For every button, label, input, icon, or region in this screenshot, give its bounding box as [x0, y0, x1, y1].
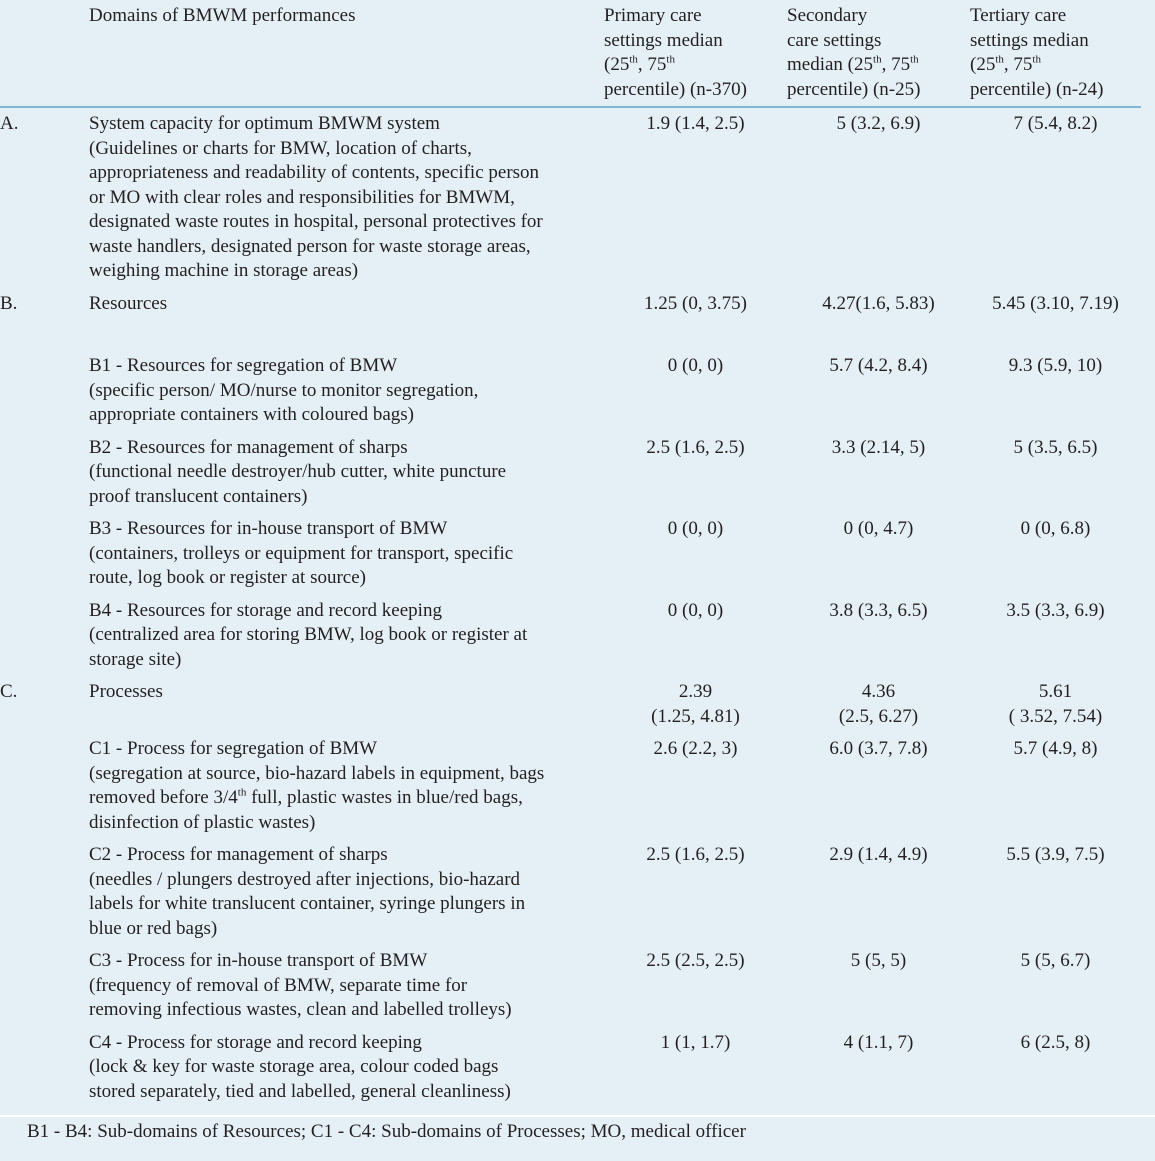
domain-line: designated waste routes in hospital, personal protectives for: [89, 211, 543, 232]
header-secondary: [787, 0, 970, 107]
table-row-b1: [0, 350, 1141, 432]
header-secondary-sup1: th: [873, 53, 882, 66]
domain-line: C4 - Process for storage and record keeping: [89, 1031, 422, 1053]
domain-text: removed before 3/4: [89, 787, 238, 808]
tertiary-value: 5 (3.5, 6.5): [1013, 436, 1098, 458]
row-letter: [0, 945, 89, 1027]
domain-line: B1 - Resources for segregation of BMW: [89, 355, 398, 376]
table-header-row: [0, 0, 1141, 107]
secondary-value: 4 (1.1, 7): [843, 1031, 914, 1053]
tertiary-value: 6 (2.5, 8): [1020, 1031, 1091, 1053]
row-spacer: [0, 320, 1141, 350]
header-tertiary-line3a: (25: [970, 54, 996, 75]
row-domain: [89, 676, 604, 733]
domain-line: C2 - Process for management of sharps: [89, 844, 388, 865]
header-primary-line1: Primary care: [604, 5, 702, 26]
primary-range: (1.25, 4.81): [651, 705, 740, 727]
row-letter: [0, 1027, 89, 1109]
domain-line: Resources: [89, 292, 168, 314]
table-row-c2: [0, 839, 1141, 945]
domain-line: proof translucent containers): [89, 485, 308, 507]
domain-line: appropriate containers with coloured bags): [89, 404, 414, 425]
table-footnote: B1 - B4: Sub-domains of Resources; C1 - C4: Sub-domains of Processes; MO, medical officer: [0, 1115, 1155, 1161]
row-letter: C.: [0, 681, 18, 702]
domain-line: (containers, trolleys or equipment for transport, specific: [89, 542, 514, 564]
header-secondary-line3c: , 75: [881, 54, 911, 75]
domain-line: waste handlers, designated person for waste storage areas,: [89, 235, 531, 257]
row-letter: [0, 350, 89, 432]
primary-value: 2.5 (1.6, 2.5): [646, 844, 745, 865]
tertiary-value: 5.7 (4.9, 8): [1013, 738, 1098, 759]
domain-line: labels for white translucent container, syringe plungers in: [89, 893, 526, 914]
domain-line: (needles / plungers destroyed after injections, bio-hazard: [89, 868, 521, 890]
header-tertiary-line3c: , 75: [1003, 54, 1033, 75]
header-tertiary-line2: settings median: [970, 29, 1089, 51]
domain-sup: th: [237, 786, 247, 799]
primary-value: 0 (0, 0): [667, 599, 724, 621]
secondary-value: 3.3 (2.14, 5): [831, 436, 926, 458]
table-row-a: [0, 107, 1141, 288]
header-primary-line2: settings median: [604, 29, 723, 51]
tertiary-value: 7 (5.4, 8.2): [1013, 113, 1098, 134]
header-primary-line3c: , 75: [637, 54, 667, 75]
primary-value: [604, 676, 787, 733]
primary-value: 1 (1, 1.7): [660, 1031, 731, 1053]
domain-text: full, plastic wastes in blue/red bags,: [246, 787, 523, 808]
tertiary-value: [970, 676, 1141, 733]
row-domain: [89, 839, 604, 945]
primary-value: 0 (0, 0): [667, 518, 724, 539]
row-letter: [0, 733, 89, 839]
domain-line: B2 - Resources for management of sharps: [89, 436, 408, 458]
tertiary-value: 3.5 (3.3, 6.9): [1006, 599, 1105, 621]
header-tertiary-sup1: th: [995, 53, 1004, 66]
primary-value: 1.9 (1.4, 2.5): [646, 113, 745, 134]
row-letter: B.: [0, 292, 18, 314]
domain-line: disinfection of plastic wastes): [89, 811, 316, 833]
row-domain: [89, 288, 604, 321]
header-domains: Domains of BMWM performances: [89, 0, 604, 107]
domain-line: (segregation at source, bio-hazard labels in equipment, bags: [89, 762, 545, 784]
row-domain: [89, 733, 604, 839]
row-domain: [89, 513, 604, 595]
tertiary-value: 5 (5, 6.7): [1020, 950, 1091, 971]
primary-value: 2.5 (2.5, 2.5): [646, 950, 745, 971]
secondary-value: 2.9 (1.4, 4.9): [829, 844, 928, 865]
domain-line: (specific person/ MO/nurse to monitor segregation,: [89, 379, 479, 401]
primary-value: 2.6 (2.2, 3): [653, 738, 738, 759]
row-letter: [0, 839, 89, 945]
secondary-value: [787, 676, 970, 733]
table-row-b4: [0, 595, 1141, 677]
secondary-range: (2.5, 6.27): [838, 705, 919, 727]
row-letter: [0, 513, 89, 595]
tertiary-value: 9.3 (5.9, 10): [1008, 355, 1103, 376]
domain-line: (lock & key for waste storage area, colour coded bags: [89, 1056, 499, 1077]
table-row-c1: [0, 733, 1141, 839]
header-secondary-line3a: median (25: [787, 54, 874, 75]
secondary-value: 4.27(1.6, 5.83): [822, 292, 935, 314]
domain-line: (centralized area for storing BMW, log book or register at: [89, 624, 528, 645]
secondary-value: 5.7 (4.2, 8.4): [829, 355, 928, 376]
domain-line: [89, 786, 604, 811]
row-letter: [0, 432, 89, 514]
header-tertiary: [970, 0, 1141, 107]
domain-line: route, log book or register at source): [89, 567, 366, 588]
secondary-value: 0 (0, 4.7): [843, 518, 914, 539]
domain-line: (frequency of removal of BMW, separate time for: [89, 974, 468, 996]
domain-line: System capacity for optimum BMWM system: [89, 113, 440, 134]
secondary-value: 6.0 (3.7, 7.8): [829, 738, 928, 759]
row-domain: [89, 595, 604, 677]
secondary-value: 5 (5, 5): [850, 950, 907, 971]
table-row-b: [0, 288, 1141, 321]
domain-line: blue or red bags): [89, 917, 218, 939]
domain-line: removing infectious wastes, clean and labelled trolleys): [89, 999, 512, 1020]
header-primary-line3a: (25: [604, 54, 630, 75]
domain-line: C1 - Process for segregation of BMW: [89, 738, 378, 759]
domain-line: weighing machine in storage areas): [89, 260, 359, 281]
domain-line: B4 - Resources for storage and record keeping: [89, 599, 442, 621]
domain-line: appropriateness and readability of contents, specific person: [89, 162, 540, 183]
row-domain: [89, 1027, 604, 1109]
header-tertiary-line1: Tertiary care: [970, 5, 1067, 26]
header-secondary-line2: care settings: [787, 29, 882, 51]
row-domain: [89, 432, 604, 514]
domain-line: storage site): [89, 648, 182, 670]
domain-line: C3 - Process for in-house transport of BMW: [89, 950, 428, 971]
row-letter: [0, 595, 89, 677]
header-primary: [604, 0, 787, 107]
header-primary-sup1: th: [629, 53, 638, 66]
domain-line: B3 - Resources for in-house transport of BMW: [89, 518, 448, 539]
header-primary-sup2: th: [666, 53, 675, 66]
domain-line: stored separately, tied and labelled, general cleanliness): [89, 1080, 511, 1102]
table-row-c3: [0, 945, 1141, 1027]
row-domain: [89, 107, 604, 288]
row-domain: [89, 945, 604, 1027]
table-row-b2: [0, 432, 1141, 514]
tertiary-value: 5.45 (3.10, 7.19): [992, 292, 1119, 314]
domain-line: (functional needle destroyer/hub cutter, white puncture: [89, 461, 507, 482]
row-domain: [89, 350, 604, 432]
tertiary-median: 5.61: [1038, 681, 1073, 702]
domain-line: (Guidelines or charts for BMW, location of charts,: [89, 137, 472, 159]
primary-value: 0 (0, 0): [667, 355, 724, 376]
secondary-value: 5 (3.2, 6.9): [836, 113, 921, 134]
header-tertiary-line4: percentile) (n-24): [970, 78, 1104, 100]
primary-value: 2.5 (1.6, 2.5): [646, 436, 745, 458]
header-secondary-line1: Secondary: [787, 5, 868, 26]
table-row-c4: [0, 1027, 1141, 1109]
primary-value: 1.25 (0, 3.75): [644, 292, 747, 314]
domain-line: Processes: [89, 681, 163, 702]
tertiary-value: 0 (0, 6.8): [1020, 518, 1091, 539]
header-primary-line4: percentile) (n-370): [604, 78, 747, 100]
tertiary-range: ( 3.52, 7.54): [1008, 705, 1103, 727]
row-letter: A.: [0, 113, 19, 134]
header-letter-cell: [0, 0, 89, 107]
tertiary-value: 5.5 (3.9, 7.5): [1006, 844, 1105, 865]
header-secondary-line4: percentile) (n-25): [787, 78, 921, 100]
secondary-value: 3.8 (3.3, 6.5): [829, 599, 928, 621]
header-secondary-sup2: th: [910, 53, 919, 66]
secondary-median: 4.36: [861, 681, 896, 702]
primary-median: 2.39: [678, 681, 713, 702]
header-tertiary-sup2: th: [1032, 53, 1041, 66]
domain-line: or MO with clear roles and responsibilities for BMWM,: [89, 186, 515, 208]
table-row-c: [0, 676, 1141, 733]
table-row-b3: [0, 513, 1141, 595]
